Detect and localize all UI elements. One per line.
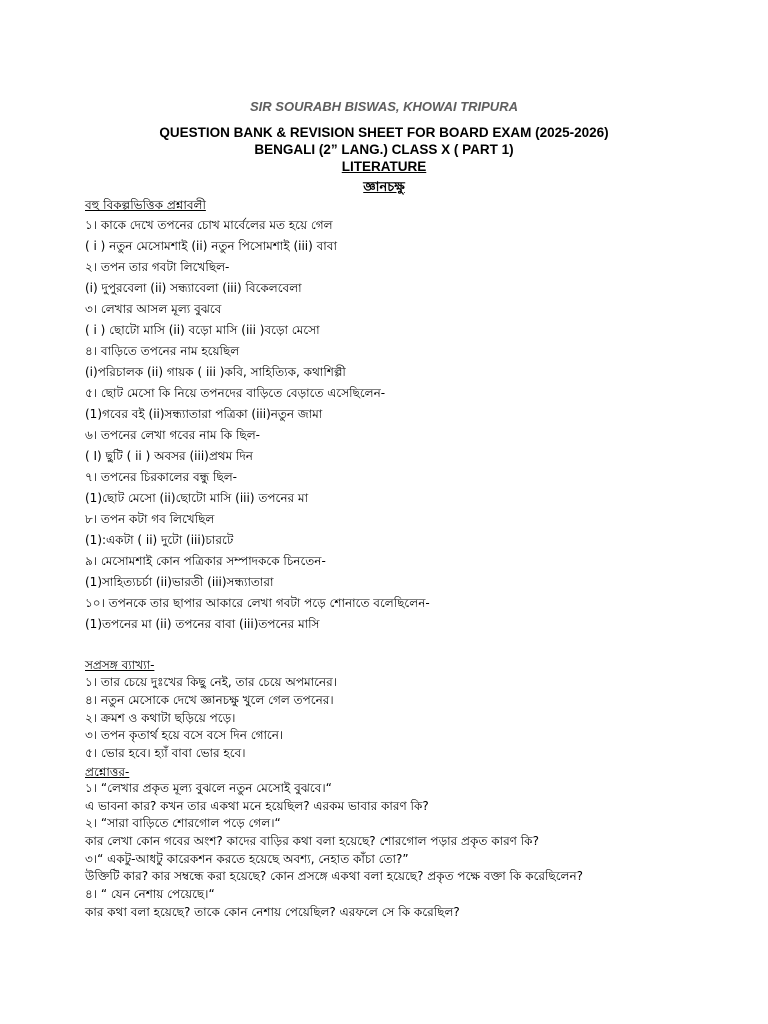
qa-line: ১। “লেখার প্রকৃত মূল্য বুঝলে নতুন মেসোই বুঝবে।“ [85, 781, 332, 795]
qa-line: ৩।“ একটু-আধটু কারেকশন করতে হয়েছে অবশ্য, নেহাত কাঁচা তো?” [85, 852, 409, 866]
explain-line: ১। তার চেয়ে দুঃখের কিছু নেই, তার চেয়ে অপমানের। [85, 675, 337, 689]
qa-line: এ ভাবনা কার? কখন তার একথা মনে হয়েছিল? এরকম ভাবার কারণ কি? [85, 799, 429, 813]
mcq-line: ৬। তপনের লেখা গবের নাম কি ছিল- [85, 428, 260, 442]
qa-line: ২। “সারা বাড়িতে শোরগোল পড়ে গেল।“ [85, 816, 281, 830]
mcq-line: ৫। ছোট মেসো কি নিয়ে তপনদের বাড়িতে বেড়াতে এসেছিলেন- [85, 386, 386, 400]
mcq-line: ৩। লেখার আসল মূল্য বুঝবে [85, 302, 222, 316]
qa-line: উক্তিটি কার? কার সম্বন্ধে করা হয়েছে? কোন প্রসঙ্গে একথা বলা হয়েছে? প্রকৃত পক্ষে বক্তা কি করেছিলেন? [85, 869, 584, 883]
mcq-line: (1)গবের বই (ii)সন্ধ্যাতারা পত্রিকা (iii)নতুন জামা [85, 407, 323, 421]
author-line: SIR SOURABH BISWAS, KHOWAI TRIPURA [250, 99, 518, 114]
mcq-line: (1)ছোট মেসো (ii)ছোটো মাসি (iii) তপনের মা [85, 491, 309, 505]
mcq-heading: বহু বিকল্পভিত্তিক প্রশ্নাবলী [85, 198, 206, 212]
mcq-line: (1)তপনের মা (ii) তপনের বাবা (iii)তপনের মাসি [85, 617, 320, 631]
mcq-line: ৭। তপনের চিরকালের বন্ধু ছিল- [85, 470, 237, 484]
qa-line: কার লেখা কোন গবের অংশ? কাদের বাড়ির কথা বলা হয়েছে? শোরগোল পড়ার প্রকৃত কারণ কি? [85, 834, 539, 848]
explain-heading: সপ্রসঙ্গ ব্যাখ্যা- [85, 658, 155, 672]
mcq-line: ( i ) ছোটো মাসি (ii) বড়ো মাসি (iii )বড়ো মেসো [85, 323, 320, 337]
mcq-line: ( i ) নতুন মেসোমশাই (ii) নতুন পিসোমশাই (iii) বাবা [85, 239, 337, 253]
explain-line: ২। ক্রমশ ও কথাটা ছড়িয়ে পড়ে। [85, 711, 236, 725]
chapter-title: জ্ঞানচক্ষু [363, 179, 405, 194]
mcq-line: ১। কাকে দেখে তপনের চোখ মার্বেলের মত হয়ে গেল [85, 218, 333, 232]
explain-line: ৪। নতুন মেসোকে দেখে জ্ঞানচক্ষু খুলে গেল তপনের। [85, 693, 334, 707]
qa-line: ৪। “ যেন নেশায় পেয়েছে।“ [85, 887, 215, 901]
mcq-line: (1)সাহিত্যচর্চা (ii)ভারতী (iii)সন্ধ্যাতারা [85, 575, 274, 589]
mcq-line: ( I) ছুটি ( ii ) অবসর (iii)প্রথম দিন [85, 449, 253, 463]
explain-line: ৩। তপন কৃতার্থ হয়ে বসে বসে দিন গোনে। [85, 728, 284, 742]
section-title: LITERATURE [341, 159, 427, 174]
mcq-line: ২। তপন তার গবটা লিখেছিল- [85, 260, 230, 274]
mcq-line: (i) দুপুরবেলা (ii) সন্ধ্যাবেলা (iii) বিকেলবেলা [85, 281, 302, 295]
mcq-line: ৯। মেসোমশাই কোন পত্রিকার সম্পাদককে চিনতেন- [85, 554, 326, 568]
document-title: QUESTION BANK & REVISION SHEET FOR BOARD EXAM (2025-2026) [159, 125, 609, 140]
mcq-line: ১০। তপনকে তার ছাপার আকারে লেখা গবটা পড়ে শোনাতে বলেছিলেন- [85, 596, 430, 610]
qa-heading: প্রশ্নোত্তর- [85, 765, 130, 779]
mcq-line: (1):একটা ( ii) দুটো (iii)চারটে [85, 533, 234, 547]
mcq-line: (i)পরিচালক (ii) গায়ক ( iii )কবি, সাহিত্যিক, কথাশিল্পী [85, 365, 346, 379]
mcq-line: ৮। তপন কটা গব লিখেছিল [85, 512, 215, 526]
mcq-line: ৪। বাড়িতে তপনের নাম হয়েছিল [85, 344, 240, 358]
explain-line: ৫। ভোর হবে। হ্যাঁ বাবা ভোর হবে। [85, 746, 246, 760]
document-subtitle: BENGALI (2” LANG.) CLASS X ( PART 1) [254, 142, 514, 157]
qa-line: কার কথা বলা হয়েছে? তাকে কোন নেশায় পেয়েছিল? এরফলে সে কি করেছিল? [85, 905, 460, 919]
